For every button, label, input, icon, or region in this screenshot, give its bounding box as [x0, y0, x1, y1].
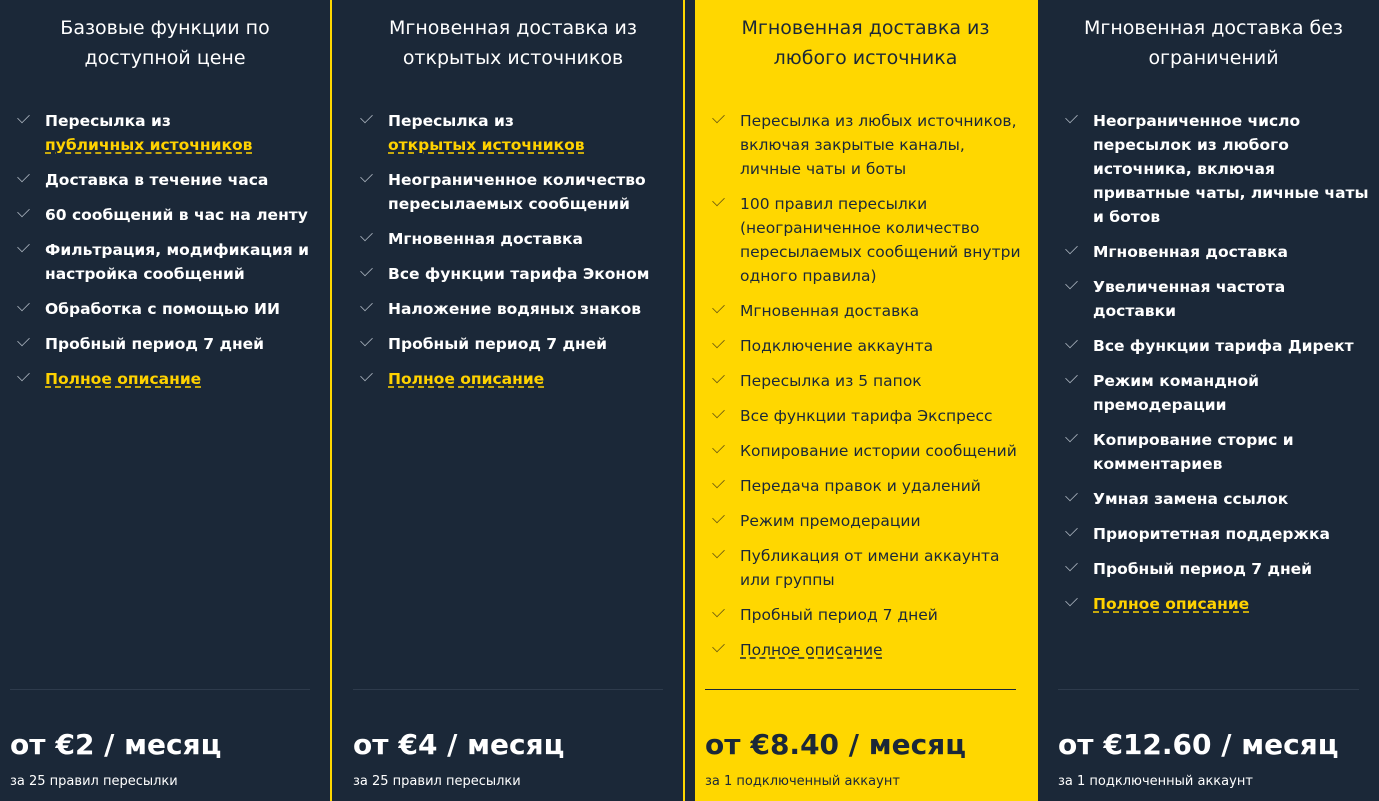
- check-icon: [712, 371, 725, 384]
- price-prefix: от: [10, 728, 46, 761]
- check-icon: [1065, 594, 1078, 607]
- feature-item: [359, 297, 673, 321]
- feature-item: [1064, 592, 1369, 616]
- feature-item: [1064, 487, 1369, 511]
- price-subtitle: за 1 подключенный аккаунт: [1058, 774, 1253, 789]
- column-divider: [330, 0, 332, 801]
- price-separator: [10, 689, 310, 690]
- feature-text: Публикация от имени аккаунта или группы: [740, 547, 1000, 589]
- price-value: €4 / месяц: [398, 728, 565, 761]
- feature-item: [1064, 369, 1369, 417]
- check-icon: [712, 546, 725, 559]
- feature-text: Пробный период 7 дней: [740, 606, 938, 624]
- full-description-link[interactable]: Полное описание: [1093, 595, 1250, 613]
- feature-text: Умная замена ссылок: [1093, 490, 1289, 508]
- check-icon: [712, 336, 725, 349]
- check-icon: [360, 334, 373, 347]
- check-icon: [712, 111, 725, 124]
- feature-item: [711, 439, 1026, 463]
- price-separator: [705, 689, 1016, 690]
- feature-item: [359, 168, 673, 216]
- price-value: €2 / месяц: [55, 728, 222, 761]
- feature-text: Фильтрация, модификация и настройка сообщений: [45, 241, 309, 283]
- feature-text: Пересылка из: [45, 112, 171, 130]
- feature-item: [16, 168, 320, 192]
- feature-text: Пробный период 7 дней: [1093, 560, 1313, 578]
- check-icon: [1065, 336, 1078, 349]
- check-icon: [1065, 371, 1078, 384]
- feature-item: [16, 203, 320, 227]
- feature-text: Пересылка из любых источников, включая закрытые каналы, личные чаты и боты: [740, 112, 1017, 178]
- check-icon: [712, 441, 725, 454]
- feature-item: [711, 334, 1026, 358]
- price-prefix: от: [705, 728, 741, 761]
- price-subtitle: за 25 правил пересылки: [10, 774, 178, 789]
- feature-item: [1064, 240, 1369, 264]
- check-icon: [360, 369, 373, 382]
- plan-title: Мгновенная доставка из открытых источников: [389, 17, 637, 69]
- column-divider: [683, 0, 685, 801]
- feature-item: [711, 404, 1026, 428]
- feature-text: Неограниченное число пересылок из любого источника, включая приватные чаты, личные чаты и ботов: [1093, 112, 1369, 226]
- feature-item: [359, 109, 673, 157]
- check-icon: [17, 334, 30, 347]
- feature-item: [359, 262, 673, 286]
- plan-price: [1058, 725, 1338, 765]
- price-prefix: от: [1058, 728, 1094, 761]
- feature-text: Обработка с помощью ИИ: [45, 300, 280, 318]
- full-description-link[interactable]: Полное описание: [740, 641, 883, 659]
- check-icon: [17, 170, 30, 183]
- check-icon: [360, 111, 373, 124]
- feature-list: [1064, 109, 1369, 627]
- check-icon: [712, 301, 725, 314]
- check-icon: [1065, 489, 1078, 502]
- price-prefix: от: [353, 728, 389, 761]
- check-icon: [1065, 111, 1078, 124]
- plan-price: [353, 725, 564, 765]
- feature-text: Неограниченное количество пересылаемых сообщений: [388, 171, 646, 213]
- check-icon: [17, 111, 30, 124]
- feature-item: [1064, 334, 1369, 358]
- feature-item: [359, 227, 673, 251]
- plan-title: Мгновенная доставка из любого источника: [741, 17, 990, 69]
- check-icon: [712, 511, 725, 524]
- feature-item: [711, 192, 1026, 288]
- check-icon: [17, 299, 30, 312]
- feature-text: Все функции тарифа Директ: [1093, 337, 1354, 355]
- check-icon: [712, 194, 725, 207]
- plan-title: Мгновенная доставка без ограничений: [1083, 17, 1344, 69]
- plan-card-express: [343, 0, 683, 801]
- feature-text: Режим командной премодерации: [1093, 372, 1259, 414]
- feature-text: Мгновенная доставка: [388, 230, 584, 248]
- check-icon: [360, 264, 373, 277]
- plan-card-economy: [0, 0, 330, 801]
- feature-item: [711, 299, 1026, 323]
- price-separator: [353, 689, 663, 690]
- feature-item: [1064, 275, 1369, 323]
- price-subtitle: за 1 подключенный аккаунт: [705, 774, 900, 789]
- feature-text: Пересылка из 5 папок: [740, 372, 922, 390]
- full-description-link[interactable]: Полное описание: [388, 370, 545, 388]
- feature-item: [711, 109, 1026, 181]
- check-icon: [1065, 430, 1078, 443]
- check-icon: [1065, 242, 1078, 255]
- feature-item: [711, 544, 1026, 592]
- feature-item: [16, 332, 320, 356]
- feature-text: Пробный период 7 дней: [45, 335, 265, 353]
- feature-text: Все функции тарифа Экспресс: [740, 407, 993, 425]
- feature-item: [711, 603, 1026, 627]
- check-icon: [360, 229, 373, 242]
- feature-item: [359, 367, 673, 391]
- check-icon: [17, 205, 30, 218]
- feature-item: [359, 332, 673, 356]
- feature-item: [711, 638, 1026, 662]
- feature-item: [16, 238, 320, 286]
- price-separator: [1058, 689, 1359, 690]
- plan-price: [10, 725, 221, 765]
- price-value: €12.60 / месяц: [1103, 728, 1339, 761]
- check-icon: [1065, 524, 1078, 537]
- feature-list: [359, 109, 673, 402]
- feature-item: [711, 369, 1026, 393]
- feature-item: [711, 474, 1026, 498]
- feature-text: Все функции тарифа Эконом: [388, 265, 650, 283]
- feature-text: Пересылка из: [388, 112, 514, 130]
- price-subtitle: за 25 правил пересылки: [353, 774, 521, 789]
- check-icon: [1065, 277, 1078, 290]
- feature-text: Доставка в течение часа: [45, 171, 269, 189]
- column-divider: [1036, 0, 1038, 801]
- check-icon: [17, 240, 30, 253]
- feature-item: [16, 109, 320, 157]
- check-icon: [712, 640, 725, 653]
- feature-text: Подключение аккаунта: [740, 337, 934, 355]
- full-description-link[interactable]: Полное описание: [45, 370, 202, 388]
- plan-title: Базовые функции по доступной цене: [60, 17, 270, 69]
- feature-text: Наложение водяных знаков: [388, 300, 642, 318]
- feature-item: [16, 297, 320, 321]
- check-icon: [17, 369, 30, 382]
- feature-list: [16, 109, 320, 402]
- check-icon: [712, 605, 725, 618]
- feature-item: [1064, 557, 1369, 581]
- feature-text: Передача правок и удалений: [740, 477, 981, 495]
- feature-text: Увеличенная частота доставки: [1093, 278, 1286, 320]
- sources-link[interactable]: публичных источников: [45, 136, 253, 154]
- feature-item: [16, 367, 320, 391]
- feature-text: Мгновенная доставка: [1093, 243, 1289, 261]
- plan-card-unlimited: [1048, 0, 1379, 801]
- feature-item: [1064, 522, 1369, 546]
- check-icon: [360, 170, 373, 183]
- plan-card-direct: [695, 0, 1036, 801]
- feature-item: [1064, 428, 1369, 476]
- feature-list: [711, 109, 1026, 673]
- check-icon: [360, 299, 373, 312]
- check-icon: [1065, 559, 1078, 572]
- feature-text: Мгновенная доставка: [740, 302, 920, 320]
- feature-text: 100 правил пересылки (неограниченное количество пересылаемых сообщений внутри одного правила): [740, 195, 1021, 285]
- sources-link[interactable]: открытых источников: [388, 136, 585, 154]
- plan-price: [705, 725, 966, 765]
- price-value: €8.40 / месяц: [750, 728, 966, 761]
- feature-text: Пробный период 7 дней: [388, 335, 608, 353]
- feature-text: 60 сообщений в час на ленту: [45, 206, 308, 224]
- feature-item: [711, 509, 1026, 533]
- check-icon: [712, 476, 725, 489]
- feature-text: Копирование сторис и комментариев: [1093, 431, 1294, 473]
- feature-text: Приоритетная поддержка: [1093, 525, 1330, 543]
- check-icon: [712, 406, 725, 419]
- feature-text: Режим премодерации: [740, 512, 921, 530]
- feature-item: [1064, 109, 1369, 229]
- feature-text: Копирование истории сообщений: [740, 442, 1017, 460]
